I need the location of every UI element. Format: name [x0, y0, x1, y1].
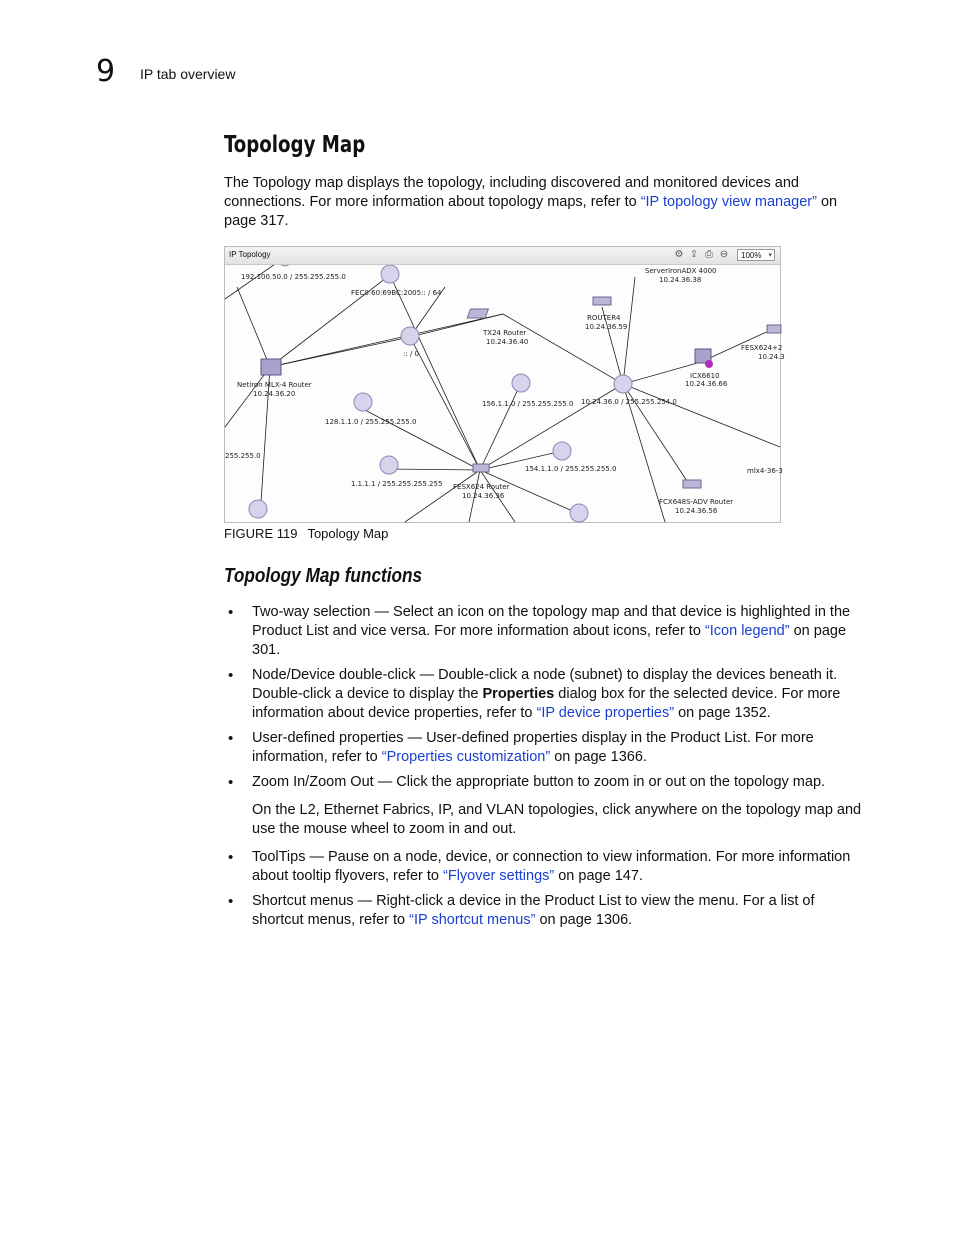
item-text: Node/Device double-click — Double-click a node (subnet) to display the devices beneath it. Double-click a device to display the: [252, 667, 838, 702]
node-label: 154.1.1.0 / 255.255.255.0: [525, 465, 617, 473]
item-text: Two-way selection — Select an icon on the topology map and that device is highlighted in the Product List and vice versa. For more information about icons, refer to: [252, 604, 851, 639]
node-labels: [225, 267, 785, 515]
node-label: 10.24.36.20: [253, 390, 296, 398]
node-label: 1.1.1.1 / 255.255.255.255: [351, 480, 443, 488]
list-item: [224, 848, 869, 886]
item-text: on page 1352.: [674, 705, 771, 721]
node-label: 10.24.36.40: [486, 338, 529, 346]
list-item: [224, 666, 869, 723]
ip-topology-view-manager-link[interactable]: “IP topology view manager”: [640, 194, 817, 210]
gear-icon[interactable]: ⚙: [674, 249, 684, 260]
intro-text: The Topology map displays the topology, including discovered and monitored devices and connections. For more information about topology maps, refer to: [224, 175, 799, 210]
list-item: [224, 773, 869, 792]
node-label: mlx4-36-3: [747, 467, 783, 475]
switch-device-icon[interactable]: [467, 309, 488, 318]
figure-caption-text: Topology Map: [307, 526, 389, 541]
node-label: FEC0:60:69BC:2005:: / 64: [351, 289, 442, 297]
node-label: 128.1.1.0 / 255.255.255.0: [325, 418, 417, 426]
node-label: 156.1.1.0 / 255.255.255.0: [482, 400, 574, 408]
list-item: [224, 603, 869, 660]
node-label: 10.24.36.59: [585, 323, 628, 331]
router-node-icon[interactable]: [249, 500, 267, 518]
export-icon[interactable]: ⇪: [689, 249, 699, 260]
node-label: Netiron MLX-4 Router: [237, 381, 312, 389]
item-text: Zoom In/Zoom Out — Click the appropriate button to zoom in or out on the topology map.: [252, 774, 826, 790]
router-node-icon[interactable]: [570, 504, 588, 522]
list-item-paragraph: [224, 801, 869, 839]
node-label: 192.100.50.0 / 255.255.255.0: [241, 273, 346, 281]
node-label: 10.24.36.36: [462, 492, 505, 500]
flyover-settings-link[interactable]: “Flyover settings”: [443, 868, 555, 884]
list-item: [224, 892, 869, 930]
node-label: TX24 Router: [483, 329, 527, 337]
node-label: 10.24.36.0 / 255.255.254.0: [581, 398, 677, 406]
node-label: ROUTER4: [587, 314, 621, 322]
router-node-icon[interactable]: [614, 375, 632, 393]
node-label: ServerIronADX 4000: [645, 267, 717, 275]
switch-device-icon[interactable]: [473, 464, 489, 472]
item-text: dialog box for the selected device. For more information about device properties, refer to: [252, 686, 841, 721]
item-text: on page 301.: [252, 623, 847, 658]
switch-device-icon[interactable]: [767, 325, 781, 333]
node-label: 10.24.36.38: [659, 276, 702, 284]
list-item: [224, 729, 869, 767]
subsection-title: Topology Map functions: [224, 565, 423, 587]
item-text: Shortcut menus — Right-click a device in the Product List to view the menu. For a list of shortcut menus, refer to: [252, 893, 815, 928]
ip-shortcut-menus-link[interactable]: “IP shortcut menus”: [409, 912, 536, 928]
zoom-level-select[interactable]: 100% ▾: [737, 249, 775, 261]
print-icon[interactable]: ⎙: [705, 249, 713, 260]
node-label: 10.24.36.56: [675, 507, 718, 515]
item-text: on page 147.: [554, 868, 643, 884]
chassis-device-icon[interactable]: [261, 359, 281, 375]
node-label: FESX624+2: [741, 344, 783, 352]
router-node-icon[interactable]: [380, 456, 398, 474]
router-node-icon[interactable]: [354, 393, 372, 411]
switch-device-icon[interactable]: [593, 297, 611, 305]
node-label: ICX6610: [690, 372, 720, 380]
switch-device-icon[interactable]: [683, 480, 701, 488]
topology-canvas[interactable]: [225, 247, 785, 522]
section-title: Topology Map: [224, 132, 366, 158]
node-label: 10.24.3: [758, 353, 785, 361]
intro-paragraph: [224, 174, 864, 231]
router-node-icon[interactable]: [553, 442, 571, 460]
icon-legend-link[interactable]: “Icon legend”: [704, 623, 790, 639]
properties-customization-link[interactable]: “Properties customization”: [381, 749, 551, 765]
router-node-icon[interactable]: [381, 265, 399, 283]
item-text: User-defined properties — User-defined properties display in the Product List. For more information, refer to: [252, 730, 814, 765]
item-text: on page 1366.: [550, 749, 647, 765]
router-node-icon[interactable]: [401, 327, 419, 345]
properties-term: Properties: [482, 686, 555, 702]
node-label: 255.255.0: [225, 452, 261, 460]
alert-badge-icon: [705, 360, 713, 368]
node-label: 10.24.36.66: [685, 380, 728, 388]
item-text: ToolTips — Pause on a node, device, or connection to view information. For more information about tooltip flyovers, refer to: [252, 849, 851, 884]
figure-caption: [224, 526, 388, 541]
intro-text-after: on page 317.: [224, 194, 838, 229]
router-node-icon[interactable]: [512, 374, 530, 392]
node-label: :: / 0: [403, 350, 419, 358]
functions-list: [224, 603, 869, 936]
window-title: IP Topology: [229, 250, 271, 259]
zoom-out-icon[interactable]: ⊖: [719, 249, 729, 260]
item-text: on page 1306.: [535, 912, 633, 928]
topology-figure: [224, 246, 785, 523]
figure-label: FIGURE 119: [224, 526, 298, 541]
toolbar-icons: [673, 249, 730, 261]
figure-toolbar: [225, 247, 780, 265]
node-label: FESX624 Router: [453, 483, 510, 491]
running-head: IP tab overview: [140, 66, 236, 82]
item-text: On the L2, Ethernet Fabrics, IP, and VLAN topologies, click anywhere on the topology map and use the mouse wheel to zoom in and out.: [252, 802, 862, 837]
node-label: FCX648S-ADV Router: [659, 498, 734, 506]
chapter-number: 9: [96, 54, 116, 89]
ip-device-properties-link[interactable]: “IP device properties”: [536, 705, 675, 721]
